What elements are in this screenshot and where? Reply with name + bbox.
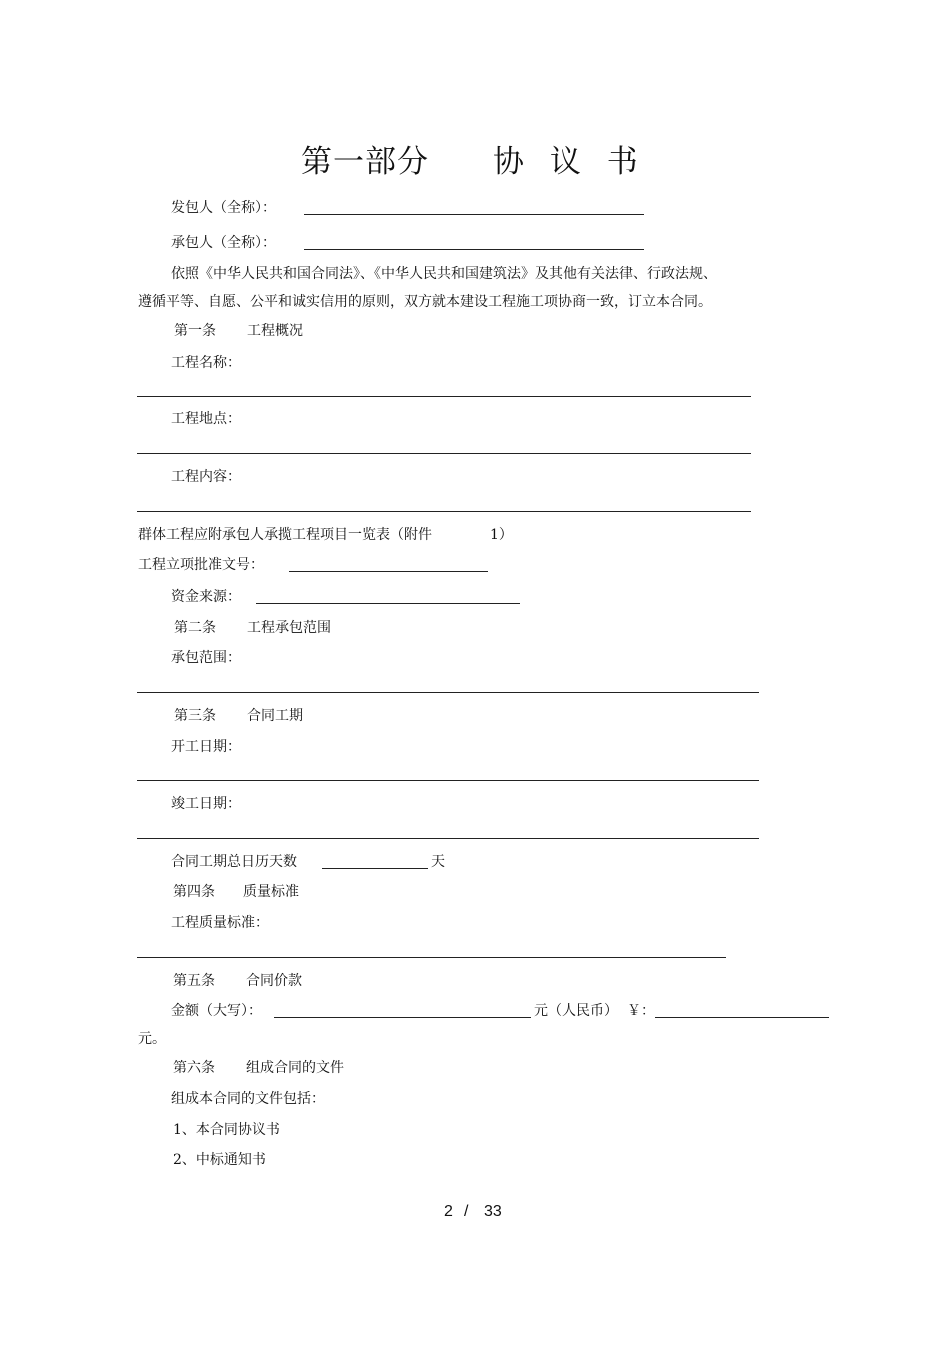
project-content-label: 工程内容： [171, 469, 241, 485]
project-location-label: 工程地点： [171, 411, 241, 427]
start-date-blank[interactable] [137, 780, 759, 781]
article-3-number: 第三条 [174, 708, 216, 724]
article-1-heading: 工程概况 [247, 323, 303, 339]
yen-label: ￥： [627, 1003, 655, 1019]
page-separator: / [464, 1203, 469, 1220]
total-days-label: 合同工期总日历天数 [171, 854, 297, 870]
completion-date-label: 竣工日期： [171, 796, 241, 812]
article-4-heading: 质量标准 [243, 884, 299, 900]
contract-document-item: 1、本合同协议书 [173, 1122, 280, 1138]
project-content-blank[interactable] [137, 511, 751, 512]
approval-number-blank[interactable] [289, 571, 488, 572]
article-2-number: 第二条 [174, 620, 216, 636]
project-location-blank[interactable] [137, 453, 751, 454]
approval-number-label: 工程立项批准文号： [138, 557, 264, 573]
article-1-number: 第一条 [174, 323, 216, 339]
article-4-number: 第四条 [173, 884, 215, 900]
contract-scope-blank[interactable] [137, 692, 759, 693]
preamble-line-1: 依照《中华人民共和国合同法》、《中华人民共和国建筑法》及其他有关法律、行政法规、 [171, 266, 717, 282]
group-project-note-number: 1） [490, 527, 513, 543]
article-2-heading: 工程承包范围 [247, 620, 331, 636]
article-5-number: 第五条 [173, 973, 215, 989]
page-total: 33 [484, 1203, 502, 1220]
quality-standard-blank[interactable] [137, 957, 726, 958]
project-name-blank[interactable] [137, 396, 751, 397]
article-6-number: 第六条 [173, 1060, 215, 1076]
amount-figures-blank[interactable] [655, 1017, 829, 1018]
amount-words-blank[interactable] [274, 1017, 531, 1018]
total-days-blank[interactable] [322, 868, 428, 869]
employer-label: 发包人（全称）： [171, 200, 276, 216]
page-current: 2 [444, 1203, 453, 1220]
preamble-line-2: 遵循平等、自愿、公平和诚实信用的原则，双方就本建设工程施工项协商一致，订立本合同。 [138, 294, 712, 310]
contract-document-item: 2、中标通知书 [173, 1152, 266, 1168]
document-title: 协 议 书 [493, 144, 639, 180]
article-6-heading: 组成合同的文件 [246, 1060, 344, 1076]
completion-date-blank[interactable] [137, 838, 759, 839]
contract-documents-intro: 组成本合同的文件包括： [171, 1091, 325, 1107]
part-title: 第一部分 [301, 144, 429, 180]
start-date-label: 开工日期： [171, 739, 241, 755]
quality-standard-label: 工程质量标准： [171, 915, 269, 931]
group-project-note: 群体工程应附承包人承揽工程项目一览表（附件 [138, 527, 432, 543]
rmb-label: 元（人民币） [534, 1003, 618, 1019]
article-5-heading: 合同价款 [246, 973, 302, 989]
funding-source-label: 资金来源： [171, 589, 241, 605]
contract-scope-label: 承包范围： [171, 650, 241, 666]
employer-blank[interactable] [304, 214, 644, 215]
funding-source-blank[interactable] [256, 603, 520, 604]
contractor-blank[interactable] [304, 249, 644, 250]
days-unit: 天 [431, 854, 445, 870]
project-name-label: 工程名称： [171, 355, 241, 371]
yuan-end: 元。 [138, 1031, 166, 1047]
contractor-label: 承包人（全称）： [171, 235, 276, 251]
article-3-heading: 合同工期 [247, 708, 303, 724]
amount-words-label: 金额（大写）： [171, 1003, 262, 1019]
